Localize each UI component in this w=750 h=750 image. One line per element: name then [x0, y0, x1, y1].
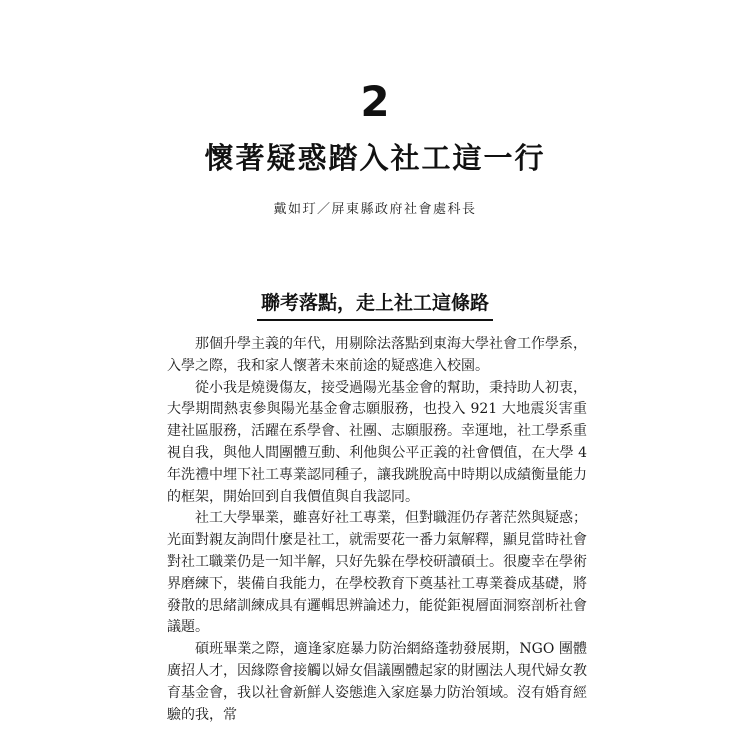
section-heading-container: [0, 290, 750, 321]
chapter-title: 懷著疑惑踏入社工這一行: [204, 141, 546, 175]
paragraph-2: 從小我是燒燙傷友，接受過陽光基金會的幫助，秉持助人初衷，大學期間熱衷參與陽光基金會志願服務，也投入 921 大地震災害重建社區服務，活躍在系學會、社團、志願服務。幸運地，社工學系重視自我，與他人間團體互動、利他與公平正義的社會價值，在大學 4 年洗禮中埋下社工專業認同種子，讓我跳脫高中時期以成績衡量能力的框架，開始回到自我價值與自我認同。: [167, 379, 587, 505]
paragraph-4: 碩班畢業之際，適逢家庭暴力防治網絡蓬勃發展期，NGO 團體廣招人才，因緣際會接觸以婦女倡議團體起家的財團法人現代婦女教育基金會，我以社會新鮮人姿態進入家庭暴力防治領域。沒有婚育經驗的我，常: [167, 641, 587, 723]
author-byline: 戴如玎／屏東縣政府社會處科長: [273, 202, 477, 217]
section-heading: 聯考落點，走上社工這條路: [257, 290, 493, 321]
chapter-number: 2: [360, 77, 390, 126]
body-text: [167, 334, 587, 726]
paragraph-3: 社工大學畢業，雖喜好社工專業，但對職涯仍存著茫然與疑惑；光面對親友詢問什麼是社工，就需要花一番力氣解釋，顯見當時社會對社工職業仍是一知半解，只好先躲在學校研讀碩士。很慶幸在學術界磨練下，裝備自我能力，在學校教育下奠基社工專業養成基礎，將發散的思緒訓練成具有邏輯思辨論述力，能從鉅視層面洞察剖析社會議題。: [167, 510, 587, 636]
paragraph-1: 那個升學主義的年代，用剔除法落點到東海大學社會工作學系，入學之際，我和家人懷著未來前途的疑惑進入校園。: [167, 336, 587, 374]
